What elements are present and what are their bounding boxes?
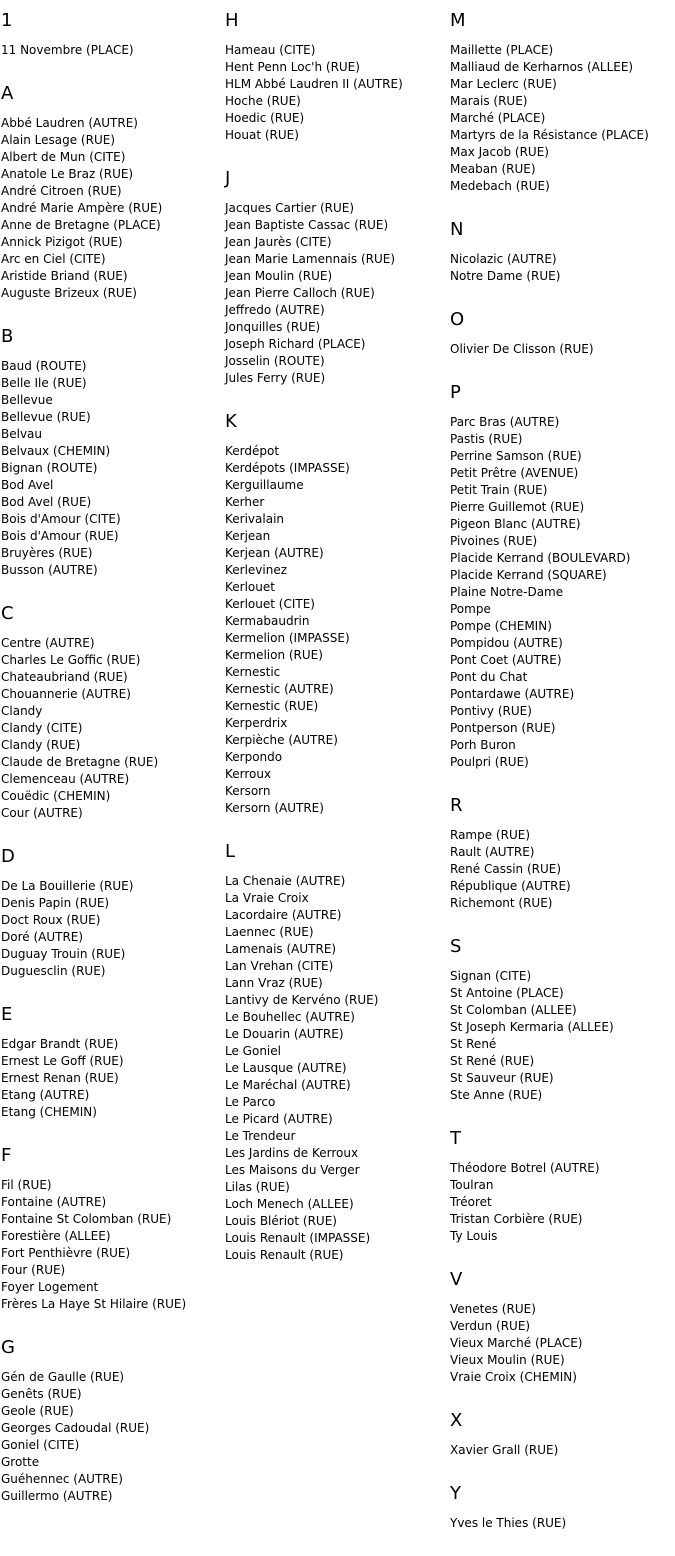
street-link[interactable]: Hoedic (RUE) [225, 111, 305, 125]
street-link[interactable]: Fontaine St Colomban (RUE) [1, 1212, 172, 1226]
street-link[interactable]: Jules Ferry (RUE) [225, 371, 326, 385]
street-link[interactable]: La Vraie Croix [225, 891, 309, 905]
letter-section [225, 10, 450, 144]
street-link[interactable]: Jean Jaurès (CITE) [225, 235, 332, 249]
street-link[interactable]: Kerperdrix [225, 716, 288, 730]
street-link[interactable]: Pont Coet (AUTRE) [450, 653, 562, 667]
street-link[interactable]: Kermelion (IMPASSE) [225, 631, 350, 645]
section-letter-heading: Y [450, 1483, 461, 1504]
street-link[interactable]: La Chenaie (AUTRE) [225, 874, 346, 888]
street-link[interactable]: Baud (ROUTE) [1, 359, 87, 373]
street-link[interactable]: Théodore Botrel (AUTRE) [450, 1161, 600, 1175]
street-link[interactable]: De La Bouillerie (RUE) [1, 879, 134, 893]
street-link[interactable]: Toulran [450, 1178, 494, 1192]
letter-section [225, 841, 450, 1264]
street-link[interactable]: Max Jacob (RUE) [450, 145, 549, 159]
street-link[interactable]: HLM Abbé Laudren II (AUTRE) [225, 77, 403, 91]
street-link[interactable]: Jean Baptiste Cassac (RUE) [225, 218, 389, 232]
section-letter-heading: F [1, 1145, 12, 1166]
street-link[interactable]: Perrine Samson (RUE) [450, 449, 582, 463]
street-link[interactable]: Pastis (RUE) [450, 432, 523, 446]
street-link[interactable]: Geole (RUE) [1, 1404, 74, 1418]
street-link[interactable]: Xavier Grall (RUE) [450, 1443, 559, 1457]
section-letter-heading: C [1, 603, 14, 624]
street-link[interactable]: Le Maréchal (AUTRE) [225, 1078, 351, 1092]
street-link[interactable]: Albert de Mun (CITE) [1, 150, 126, 164]
street-link[interactable]: Bignan (ROUTE) [1, 461, 98, 475]
street-link[interactable]: Clandy (CITE) [1, 721, 83, 735]
street-link[interactable]: Placide Kerrand (SQUARE) [450, 568, 607, 582]
street-link[interactable]: Bois d'Amour (RUE) [1, 529, 119, 543]
street-link[interactable]: Claude de Bretagne (RUE) [1, 755, 159, 769]
section-letter-heading: O [450, 309, 465, 330]
street-column-2 [225, 10, 450, 1288]
letter-section [1, 1337, 226, 1505]
street-link[interactable]: Tristan Corbière (RUE) [450, 1212, 583, 1226]
street-link[interactable]: Doré (AUTRE) [1, 930, 84, 944]
street-link[interactable]: Kerpièche (AUTRE) [225, 733, 338, 747]
street-link[interactable]: Hameau (CITE) [225, 43, 316, 57]
street-link[interactable]: Vieux Marché (PLACE) [450, 1336, 583, 1350]
street-link[interactable]: Jean Moulin (RUE) [225, 269, 333, 283]
street-column-3 [450, 10, 675, 1556]
street-link[interactable]: Chouannerie (AUTRE) [1, 687, 131, 701]
street-link[interactable]: Placide Kerrand (BOULEVARD) [450, 551, 631, 565]
street-link[interactable]: Porh Buron [450, 738, 516, 752]
street-link[interactable]: Le Picard (AUTRE) [225, 1112, 333, 1126]
street-link[interactable]: Les Jardins de Kerroux [225, 1146, 359, 1160]
section-letter-heading: S [450, 936, 462, 957]
letter-section [450, 936, 675, 1104]
street-link[interactable]: Le Lausque (AUTRE) [225, 1061, 347, 1075]
street-link[interactable]: Ernest Renan (RUE) [1, 1071, 119, 1085]
street-link[interactable]: Bellevue [1, 393, 53, 407]
street-link[interactable]: Plaine Notre-Dame [450, 585, 564, 599]
street-link[interactable]: Lantivy de Kervéno (RUE) [225, 993, 379, 1007]
street-link[interactable]: Pierre Guillemot (RUE) [450, 500, 585, 514]
street-link[interactable]: Jean Marie Lamennais (RUE) [225, 252, 396, 266]
section-letter-heading: L [225, 841, 236, 862]
street-link[interactable]: Fil (RUE) [1, 1178, 52, 1192]
street-link[interactable]: Le Douarin (AUTRE) [225, 1027, 344, 1041]
street-link[interactable]: Kersorn (AUTRE) [225, 801, 324, 815]
street-link[interactable]: Guillermo (AUTRE) [1, 1489, 113, 1503]
street-link[interactable]: Medebach (RUE) [450, 179, 550, 193]
street-link[interactable]: Yves le Thies (RUE) [450, 1516, 567, 1530]
street-link[interactable]: Tréoret [450, 1195, 492, 1209]
street-link[interactable]: Arc en Ciel (CITE) [1, 252, 106, 266]
letter-section [450, 10, 675, 195]
street-link[interactable]: Rampe (RUE) [450, 828, 530, 842]
section-letter-heading: V [450, 1269, 463, 1290]
letter-section [450, 219, 675, 285]
section-letter-heading: R [450, 795, 463, 816]
street-link[interactable]: Pontardawe (AUTRE) [450, 687, 575, 701]
street-link[interactable]: Grotte [1, 1455, 40, 1469]
street-link[interactable]: Anne de Bretagne (PLACE) [1, 218, 161, 232]
letter-section [1, 83, 226, 302]
street-link[interactable]: Clandy [1, 704, 43, 718]
street-link[interactable]: Kerlouet [225, 580, 275, 594]
street-link[interactable]: Chateaubriand (RUE) [1, 670, 128, 684]
letter-section [450, 309, 675, 358]
street-link[interactable]: Josselin (ROUTE) [225, 354, 325, 368]
section-letter-heading: N [450, 219, 464, 240]
street-link[interactable]: Georges Cadoudal (RUE) [1, 1421, 150, 1435]
street-link[interactable]: St Colomban (ALLEE) [450, 1003, 577, 1017]
street-link[interactable]: Jean Pierre Calloch (RUE) [225, 286, 375, 300]
street-link[interactable]: Notre Dame (RUE) [450, 269, 561, 283]
letter-section [225, 411, 450, 817]
street-link[interactable]: Le Goniel [225, 1044, 281, 1058]
street-link[interactable]: Duguesclin (RUE) [1, 964, 106, 978]
letter-section [450, 1483, 675, 1532]
street-link[interactable]: Kernestic (RUE) [225, 699, 319, 713]
street-link[interactable]: Pigeon Blanc (AUTRE) [450, 517, 581, 531]
street-link[interactable]: Jeffredo (AUTRE) [225, 303, 325, 317]
street-link[interactable]: Malliaud de Kerharnos (ALLEE) [450, 60, 634, 74]
street-link[interactable]: Guéhennec (AUTRE) [1, 1472, 123, 1486]
street-link[interactable]: 11 Novembre (PLACE) [1, 43, 134, 57]
street-link[interactable]: Etang (AUTRE) [1, 1088, 90, 1102]
street-link[interactable]: Kerivalain [225, 512, 285, 526]
letter-section [450, 1410, 675, 1459]
street-link[interactable]: Kerlevinez [225, 563, 288, 577]
street-link[interactable]: St Antoine (PLACE) [450, 986, 564, 1000]
street-link[interactable]: Lilas (RUE) [225, 1180, 290, 1194]
street-link[interactable]: Bois d'Amour (CITE) [1, 512, 121, 526]
street-link[interactable]: Kermabaudrin [225, 614, 310, 628]
street-link[interactable]: Pontivy (RUE) [450, 704, 532, 718]
street-link[interactable]: Bod Avel (RUE) [1, 495, 92, 509]
street-link[interactable]: Le Bouhellec (AUTRE) [225, 1010, 355, 1024]
street-link[interactable]: Foyer Logement [1, 1280, 99, 1294]
street-link[interactable]: Kersorn [225, 784, 271, 798]
letter-section [450, 1128, 675, 1245]
street-link[interactable]: Olivier De Clisson (RUE) [450, 342, 594, 356]
letter-section [1, 1145, 226, 1313]
street-link[interactable]: Rault (AUTRE) [450, 845, 535, 859]
street-link[interactable]: Clemenceau (AUTRE) [1, 772, 130, 786]
street-link[interactable]: Aristide Briand (RUE) [1, 269, 128, 283]
street-link[interactable]: Lann Vraz (RUE) [225, 976, 323, 990]
section-letter-heading: B [1, 326, 14, 347]
letter-section [1, 10, 226, 59]
street-link[interactable]: Belvaux (CHEMIN) [1, 444, 111, 458]
street-link[interactable]: Louis Renault (IMPASSE) [225, 1231, 371, 1245]
street-link[interactable]: Maillette (PLACE) [450, 43, 554, 57]
letter-section [1, 326, 226, 579]
street-link[interactable]: Verdun (RUE) [450, 1319, 531, 1333]
street-link[interactable]: Poulpri (RUE) [450, 755, 529, 769]
street-link[interactable]: Loch Menech (ALLEE) [225, 1197, 354, 1211]
street-link[interactable]: Bod Avel [1, 478, 54, 492]
street-link[interactable]: Fort Penthièvre (RUE) [1, 1246, 131, 1260]
street-link[interactable]: Kerguillaume [225, 478, 304, 492]
street-link[interactable]: Goniel (CITE) [1, 1438, 80, 1452]
section-letter-heading: K [225, 411, 237, 432]
letter-section [450, 1269, 675, 1386]
street-link[interactable]: Jacques Cartier (RUE) [225, 201, 355, 215]
street-link[interactable]: Kerdépots (IMPASSE) [225, 461, 350, 475]
street-link[interactable]: Kerlouet (CITE) [225, 597, 315, 611]
letter-section [450, 382, 675, 771]
section-letter-heading: X [450, 1410, 463, 1431]
street-link[interactable]: St René (RUE) [450, 1054, 535, 1068]
street-link[interactable]: Auguste Brizeux (RUE) [1, 286, 137, 300]
street-link[interactable]: St René [450, 1037, 497, 1051]
street-link[interactable]: Venetes (RUE) [450, 1302, 536, 1316]
street-link[interactable]: Annick Pizigot (RUE) [1, 235, 123, 249]
street-link[interactable]: Kerjean (AUTRE) [225, 546, 324, 560]
street-link[interactable]: République (AUTRE) [450, 879, 571, 893]
letter-section [1, 1004, 226, 1121]
section-letter-heading: M [450, 10, 466, 31]
street-link[interactable]: Pivoines (RUE) [450, 534, 538, 548]
street-link[interactable]: Etang (CHEMIN) [1, 1105, 97, 1119]
street-column-1 [1, 10, 226, 1529]
section-letter-heading: D [1, 846, 15, 867]
letter-section [1, 603, 226, 822]
street-link[interactable]: Pompidou (AUTRE) [450, 636, 563, 650]
street-link[interactable]: Alain Lesage (RUE) [1, 133, 115, 147]
street-link[interactable]: Cour (AUTRE) [1, 806, 83, 820]
street-link[interactable]: Four (RUE) [1, 1263, 66, 1277]
street-link[interactable]: Duguay Trouin (RUE) [1, 947, 126, 961]
street-link[interactable]: St Joseph Kermaria (ALLEE) [450, 1020, 614, 1034]
street-link[interactable]: Ty Louis [450, 1229, 498, 1243]
street-link[interactable]: Denis Papin (RUE) [1, 896, 110, 910]
street-link[interactable]: Richemont (RUE) [450, 896, 553, 910]
street-link[interactable]: Mar Leclerc (RUE) [450, 77, 557, 91]
section-letter-heading: P [450, 382, 461, 403]
street-link[interactable]: Pompe (CHEMIN) [450, 619, 552, 633]
street-link[interactable]: Clandy (RUE) [1, 738, 81, 752]
street-link[interactable]: Doct Roux (RUE) [1, 913, 101, 927]
street-link[interactable]: Kermelion (RUE) [225, 648, 323, 662]
letter-section [450, 795, 675, 912]
street-link[interactable]: Centre (AUTRE) [1, 636, 95, 650]
section-letter-heading: H [225, 10, 239, 31]
street-link[interactable]: Laennec (RUE) [225, 925, 314, 939]
street-link[interactable]: Fontaine (AUTRE) [1, 1195, 107, 1209]
street-link[interactable]: Edgar Brandt (RUE) [1, 1037, 119, 1051]
street-link[interactable]: Kernestic (AUTRE) [225, 682, 334, 696]
street-link[interactable]: Martyrs de la Résistance (PLACE) [450, 128, 649, 142]
street-link[interactable]: Petit Train (RUE) [450, 483, 548, 497]
street-link[interactable]: Kernestic [225, 665, 281, 679]
section-letter-heading: J [225, 168, 231, 189]
street-link[interactable]: Kerpondo [225, 750, 283, 764]
letter-section [225, 168, 450, 387]
street-link[interactable]: Kerjean [225, 529, 271, 543]
street-link[interactable]: Parc Bras (AUTRE) [450, 415, 560, 429]
street-link[interactable]: Hent Penn Loc'h (RUE) [225, 60, 360, 74]
street-link[interactable]: Lan Vrehan (CITE) [225, 959, 334, 973]
street-link[interactable]: Ernest Le Goff (RUE) [1, 1054, 124, 1068]
street-link[interactable]: Bruyères (RUE) [1, 546, 93, 560]
section-letter-heading: 1 [1, 10, 13, 31]
letter-section [1, 846, 226, 980]
street-link[interactable]: André Marie Ampère (RUE) [1, 201, 163, 215]
street-link[interactable]: Lacordaire (AUTRE) [225, 908, 342, 922]
street-link[interactable]: Marais (RUE) [450, 94, 528, 108]
street-link[interactable]: Belvau [1, 427, 43, 441]
street-link[interactable]: Kerdépot [225, 444, 280, 458]
street-link[interactable]: Ste Anne (RUE) [450, 1088, 543, 1102]
street-link[interactable]: Pont du Chat [450, 670, 528, 684]
street-link[interactable]: Louis Blériot (RUE) [225, 1214, 337, 1228]
street-link[interactable]: André Citroen (RUE) [1, 184, 122, 198]
street-link[interactable]: Hoche (RUE) [225, 94, 301, 108]
street-link[interactable]: Pontperson (RUE) [450, 721, 556, 735]
street-link[interactable]: Anatole Le Braz (RUE) [1, 167, 134, 181]
street-link[interactable]: Vieux Moulin (RUE) [450, 1353, 565, 1367]
street-link[interactable]: Couëdic (CHEMIN) [1, 789, 111, 803]
street-link[interactable]: Lamenais (AUTRE) [225, 942, 337, 956]
street-link[interactable]: Les Maisons du Verger [225, 1163, 360, 1177]
street-link[interactable]: Bellevue (RUE) [1, 410, 91, 424]
street-link[interactable]: Belle Ile (RUE) [1, 376, 87, 390]
street-link[interactable]: Houat (RUE) [225, 128, 299, 142]
street-link[interactable]: Genêts (RUE) [1, 1387, 82, 1401]
section-letter-heading: G [1, 1337, 15, 1358]
street-link[interactable]: Meaban (RUE) [450, 162, 536, 176]
street-link[interactable]: Le Trendeur [225, 1129, 296, 1143]
section-letter-heading: A [1, 83, 14, 104]
street-link[interactable]: Abbé Laudren (AUTRE) [1, 116, 138, 130]
street-link[interactable]: St Sauveur (RUE) [450, 1071, 554, 1085]
street-link[interactable]: Signan (CITE) [450, 969, 532, 983]
street-link[interactable]: René Cassin (RUE) [450, 862, 562, 876]
section-letter-heading: T [450, 1128, 461, 1149]
street-link[interactable]: Kerher [225, 495, 265, 509]
street-link[interactable]: Frères La Haye St Hilaire (RUE) [1, 1297, 187, 1311]
street-link[interactable]: Le Parco [225, 1095, 276, 1109]
street-link[interactable]: Jonquilles (RUE) [225, 320, 321, 334]
street-link[interactable]: Pompe [450, 602, 491, 616]
street-link[interactable]: Petit Prêtre (AVENUE) [450, 466, 579, 480]
street-link[interactable]: Vraie Croix (CHEMIN) [450, 1370, 577, 1384]
street-link[interactable]: Kerroux [225, 767, 272, 781]
street-link[interactable]: Forestière (ALLEE) [1, 1229, 111, 1243]
street-link[interactable]: Charles Le Goffic (RUE) [1, 653, 141, 667]
street-link[interactable]: Louis Renault (RUE) [225, 1248, 344, 1262]
street-link[interactable]: Gén de Gaulle (RUE) [1, 1370, 125, 1384]
street-link[interactable]: Busson (AUTRE) [1, 563, 98, 577]
section-letter-heading: E [1, 1004, 13, 1025]
street-link[interactable]: Joseph Richard (PLACE) [225, 337, 366, 351]
street-link[interactable]: Nicolazic (AUTRE) [450, 252, 557, 266]
street-link[interactable]: Marché (PLACE) [450, 111, 546, 125]
